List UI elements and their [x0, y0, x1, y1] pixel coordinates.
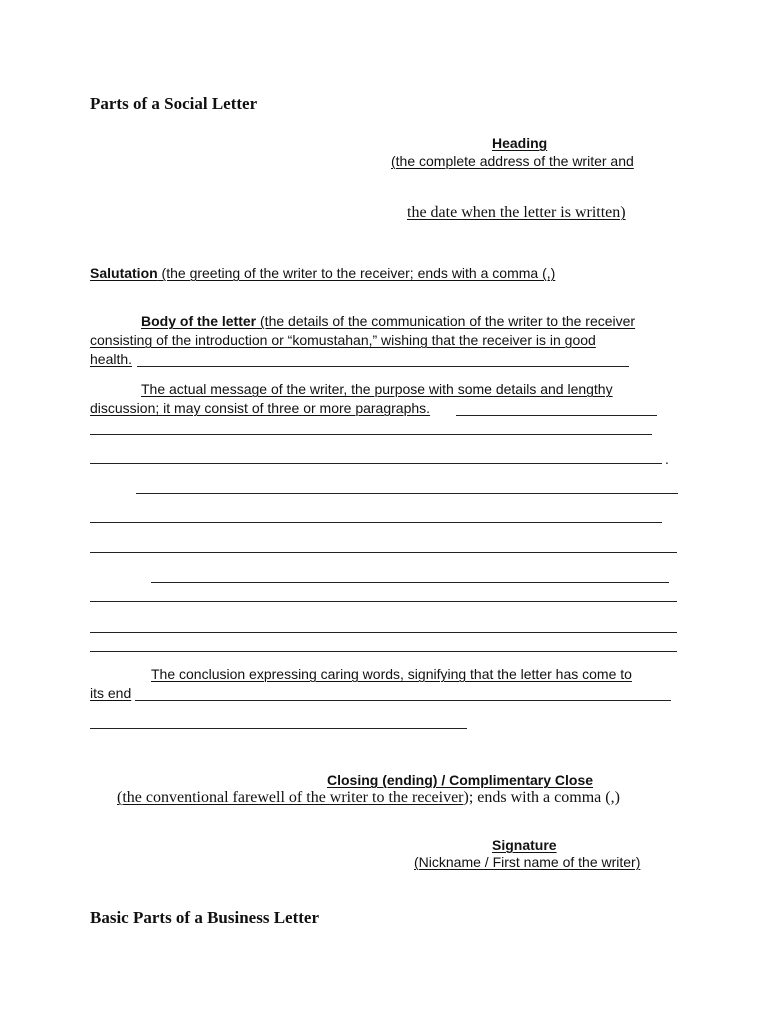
blank-line — [90, 552, 677, 553]
blank-line — [90, 728, 467, 729]
heading-label: Heading — [492, 135, 548, 151]
signature-label: Signature — [492, 837, 557, 853]
blank-line — [90, 632, 677, 633]
salutation-line — [90, 264, 555, 283]
blank-line — [135, 700, 671, 701]
closing-line — [117, 789, 620, 807]
closing-label: Closing (ending) / Complimentary Close — [327, 772, 594, 788]
page-title: Parts of a Social Letter — [90, 94, 258, 113]
message-line-2: discussion; it may consist of three or more paragraphs. — [90, 400, 431, 416]
business-letter-title: Basic Parts of a Business Letter — [90, 908, 320, 927]
period-mark: . — [665, 451, 669, 467]
heading-description: (the complete address of the writer and — [391, 153, 634, 169]
body-line-3: health. — [90, 351, 133, 367]
blank-line — [137, 366, 629, 367]
salutation-label: Salutation — [90, 265, 158, 281]
body-description: (the details of the communication of the writer to the receiver — [256, 313, 636, 329]
closing-description: (the conventional farewell of the writer to the receiver — [117, 789, 464, 806]
body-line-1 — [141, 312, 635, 331]
conclusion-line-1: The conclusion expressing caring words, signifying that the letter has come to — [151, 666, 632, 682]
salutation-description: (the greeting of the writer to the receiver; ends with a comma (,) — [157, 265, 556, 281]
blank-line — [90, 522, 662, 523]
conclusion-line-2: its end — [90, 685, 132, 701]
blank-line — [90, 434, 652, 435]
blank-line — [456, 415, 657, 416]
blank-line — [151, 582, 669, 583]
closing-suffix: ); ends with a comma (,) — [463, 789, 620, 806]
blank-line — [136, 493, 678, 494]
blank-line — [90, 651, 677, 652]
signature-description: (Nickname / First name of the writer) — [414, 854, 641, 870]
heading-date-description: the date when the letter is written) — [407, 204, 626, 221]
message-line-1: The actual message of the writer, the purpose with some details and lengthy — [141, 381, 613, 397]
body-label: Body of the letter — [141, 313, 257, 329]
blank-line — [90, 601, 677, 602]
blank-line — [90, 463, 662, 464]
body-line-2: consisting of the introduction or “komustahan,” wishing that the receiver is in good — [90, 332, 596, 348]
